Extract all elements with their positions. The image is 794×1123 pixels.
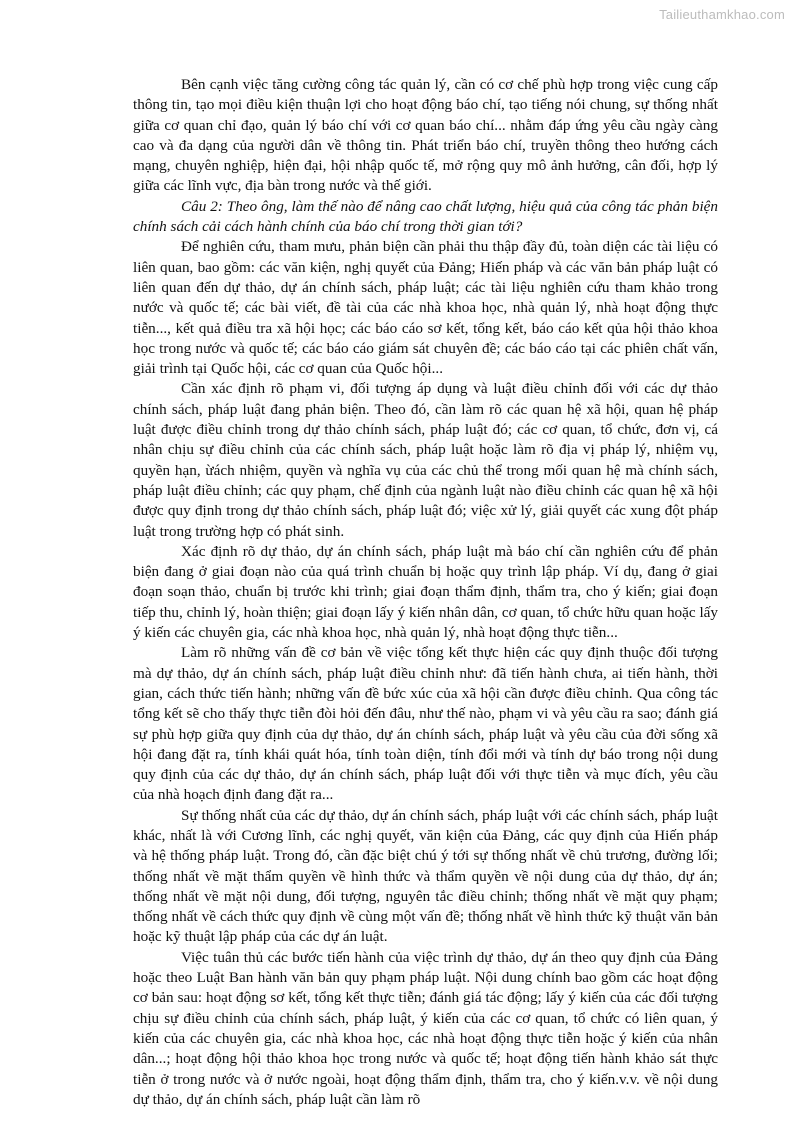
- paragraph: Xác định rõ dự thảo, dự án chính sách, pháp luật mà báo chí cần nghiên cứu để phản biện đang ở giai đoạn nào của quá trình chuẩn bị hoặc quy trình lập pháp. Ví dụ, đang ở giai đoạn soạn thảo, chuẩn bị trước khi trình; giai đoạn thẩm định, thẩm tra, cho ý kiến; giai đoạn tiếp thu, chỉnh lý, hoàn thiện; giai đoạn lấy ý kiến nhân dân, cơ quan, tổ chức hữu quan hoặc lấy ý kiến các chuyên gia, các nhà khoa học, nhà quản lý, nhà hoạt động thực tiễn...: [133, 542, 718, 642]
- question-heading: Câu 2: Theo ông, làm thế nào để nâng cao chất lượng, hiệu quả của công tác phản biện chính sách cải cách hành chính của báo chí trong thời gian tới?: [133, 197, 718, 236]
- document-body: [133, 75, 718, 1110]
- paragraph: Để nghiên cứu, tham mưu, phản biện cần phải thu thập đầy đủ, toàn diện các tài liệu có liên quan, bao gồm: các văn kiện, nghị quyết của Đảng; Hiến pháp và các văn bản pháp luật có liên quan đến dự thảo, dự án chính sách, pháp luật; các tài liệu nghiên cứu tham khảo trong nước và quốc tế; các bài viết, đề tài của các nhà khoa học, nhà quản lý, nhà hoạt động thực tiễn..., kết quả điều tra xã hội học; các báo cáo sơ kết, tổng kết, báo cáo kết qủa hội thảo khoa học trong nước và quốc tế; các báo cáo giám sát chuyên đề; các báo cáo tại các phiên chất vấn, giải trình tại Quốc hội, các cơ quan của Quốc hội...: [133, 238, 718, 378]
- paragraph: Việc tuân thủ các bước tiến hành của việc trình dự thảo, dự án theo quy định của Đảng hoặc theo Luật Ban hành văn bản quy phạm pháp luật. Nội dung chính bao gồm các hoạt động cơ bản sau: hoạt động sơ kết, tổng kết thực tiễn; đánh giá tác động; lấy ý kiến của các đối tượng chịu sự điều chỉnh của chính sách, pháp luật, ý kiến của các cơ quan, tổ chức có liên quan, ý kiến của các chuyên gia, các nhà khoa học, các nhà hoạt động thực tiễn hoặc ý kiến của nhân dân...; hoạt động hội thảo khoa học trong nước và quốc tế; hoạt động tiến hành khảo sát thực tiễn ở trong nước và ở nước ngoài, hoạt động thẩm định, thẩm tra, cho ý kiến.v.v. về nội dung dự thảo, dự án chính sách, pháp luật cần làm rõ: [133, 948, 718, 1108]
- paragraph: Sự thống nhất của các dự thảo, dự án chính sách, pháp luật với các chính sách, pháp luật khác, nhất là với Cương lĩnh, các nghị quyết, văn kiện của Đảng, các quy định của Hiến pháp và hệ thống pháp luật. Trong đó, cần đặc biệt chú ý tới sự thống nhất về chủ trương, đường lối; thống nhất về mặt thẩm quyền về hình thức và thẩm quyền về nội dung của dự thảo, dự án; thống nhất về mặt nội dung, đối tượng, nguyên tắc điều chỉnh; thống nhất về mặt quy phạm; thống nhất về cách thức quy định về cùng một vấn đề; thống nhất về hình thức kỹ thuật văn bản hoặc kỹ thuật lập pháp của các dự án luật.: [133, 806, 718, 946]
- paragraph: Cần xác định rõ phạm vi, đối tượng áp dụng và luật điều chỉnh đối với các dự thảo chính sách, pháp luật đang phản biện. Theo đó, cần làm rõ các quan hệ xã hội, quan hệ pháp luật được điều chỉnh trong dự thảo chính sách, pháp luật đó; các cơ quan, tổ chức, đơn vị, cá nhân chịu sự điều chỉnh của các chính sách, pháp luật hoặc làm rõ địa vị pháp lý, nhiệm vụ, quyền hạn, ừách nhiệm, quyền và nghĩa vụ của các chủ thể trong mối quan hệ mà chính sách, pháp luật điều chỉnh; các quy phạm, chế định của ngành luật nào điều chỉnh các quan hệ xã hội được quy định trong dự thảo chính sách, pháp luật đó; việc xử lý, giải quyết các xung đột pháp luật trong trường hợp có phát sinh.: [133, 380, 718, 540]
- paragraph: Bên cạnh việc tăng cường công tác quản lý, cần có cơ chế phù hợp trong việc cung cấp thông tin, tạo mọi điều kiện thuận lợi cho hoạt động báo chí, tạo tiếng nói chung, sự thống nhất giữa cơ quan chỉ đạo, quản lý báo chí với cơ quan báo chí... nhằm đáp ứng yêu cầu ngày càng cao và đa dạng của người dân về thông tin. Phát triển báo chí, truyền thông theo hướng cách mạng, chuyên nghiệp, hiện đại, hội nhập quốc tế, mở rộng quy mô ảnh hưởng, cân đối, hợp lý giữa các lĩnh vực, địa bàn trong nước và thế giới.: [133, 76, 718, 195]
- watermark-text: Tailieuthamkhao.com: [659, 7, 785, 22]
- paragraph: Làm rõ những vấn đề cơ bản về việc tổng kết thực hiện các quy định thuộc đối tượng mà dự thảo, dự án chính sách, pháp luật điều chỉnh như: đã tiến hành chưa, ai tiến hành, thời gian, cách thức tiến hành; những vấn đề bức xúc của xã hội cần được điều chỉnh. Qua công tác tổng kết sẽ cho thấy thực tiễn đòi hỏi đến đâu, như thế nào, phạm vi và yêu cầu ra sao; đánh giá sự phù hợp giữa quy định của dự thảo, dự án chính sách, pháp luật và yêu cầu của đời sống xã hội đang đặt ra, tính khái quát hóa, tính toàn diện, tính đổi mới và tính dự báo trong nội dung quy định của các dự thảo, dự án chính sách, pháp luật đối với thực tiễn và mục đích, yêu cầu của nhà hoạch định đang đặt ra...: [133, 644, 718, 804]
